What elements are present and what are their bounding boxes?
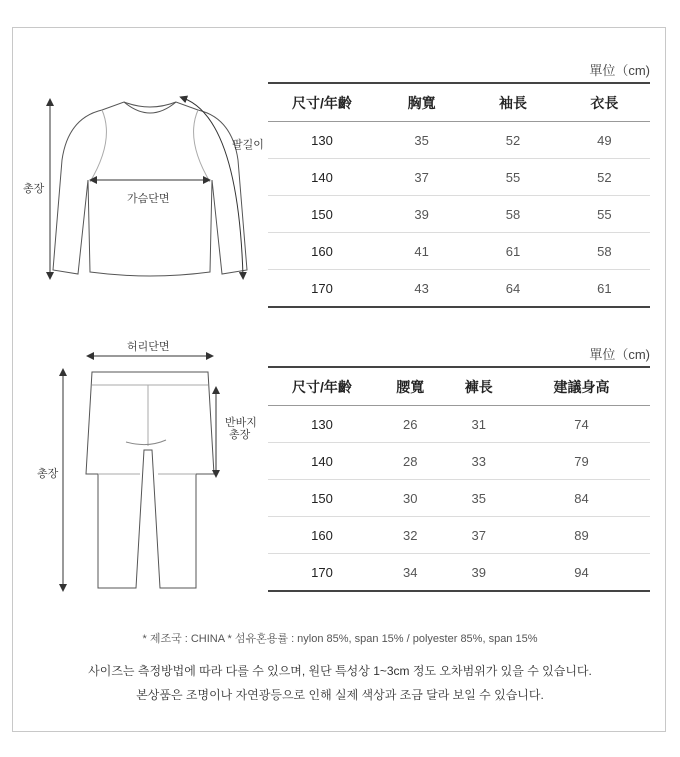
value-cell: 39	[471, 564, 486, 580]
value-cell: 28	[376, 443, 445, 480]
value-cell: 41	[376, 233, 467, 270]
value-cell: 37	[445, 517, 514, 554]
size-cell: 150	[268, 480, 376, 517]
header-length: 衣長	[559, 83, 650, 122]
value-cell: 30	[376, 480, 445, 517]
top-size-table	[268, 82, 650, 308]
table-row	[268, 122, 650, 159]
value-cell: 35	[445, 480, 514, 517]
table-row	[268, 443, 650, 480]
table-row	[268, 406, 650, 443]
size-cell: 140	[268, 159, 376, 196]
shirt-total-length-label: 총장	[23, 183, 45, 195]
value-cell: 33	[445, 443, 514, 480]
size-cell: 150	[268, 196, 376, 233]
value-cell: 26	[376, 406, 445, 443]
value-cell: 79	[513, 443, 650, 480]
header-recommended-height: 建議身高	[513, 367, 650, 406]
header-pants-length: 褲長	[445, 367, 514, 406]
value-cell: 34	[403, 564, 418, 580]
header-chest: 胸寬	[376, 83, 467, 122]
waist-width-label: 허리단면	[127, 341, 170, 353]
value-cell: 35	[376, 122, 467, 159]
table-row	[268, 517, 650, 554]
value-cell: 31	[445, 406, 514, 443]
top-table-unit: 單位（cm)	[589, 63, 650, 78]
value-cell: 89	[513, 517, 650, 554]
table-row	[268, 480, 650, 517]
value-cell: 61	[467, 233, 558, 270]
size-cell: 160	[268, 233, 376, 270]
value-cell: 52	[467, 122, 558, 159]
value-cell: 94	[574, 564, 589, 580]
shirt-drawing	[53, 102, 247, 276]
table-row	[268, 270, 650, 308]
shorts-length-label-line1: 반바지	[225, 417, 257, 429]
value-cell: 55	[467, 159, 558, 196]
value-cell: 32	[376, 517, 445, 554]
pants-drawing	[86, 372, 214, 588]
table-row	[268, 233, 650, 270]
value-cell: 37	[376, 159, 467, 196]
header-size-age: 尺寸/年齡	[268, 83, 376, 122]
value-cell: 55	[559, 196, 650, 233]
value-cell: 39	[376, 196, 467, 233]
bottom-size-table	[268, 366, 650, 592]
value-cell: 74	[513, 406, 650, 443]
table-header-row	[268, 367, 650, 406]
value-cell: 49	[559, 122, 650, 159]
color-disclaimer: 본상품은 조명이나 자연광등으로 인해 실제 색상과 조금 달라 보일 수 있습니다.	[136, 688, 544, 702]
chest-width-label: 가슴단면	[127, 193, 170, 205]
sleeve-length-label: 팔길이	[232, 139, 264, 151]
value-cell: 58	[559, 233, 650, 270]
value-cell: 61	[597, 280, 612, 296]
size-cell: 130	[268, 406, 376, 443]
pants-total-length-label: 총장	[37, 468, 59, 480]
bottom-table-unit: 單位（cm)	[589, 347, 650, 362]
material-note: * 제조국 : CHINA * 섬유혼용률 : nylon 85%, span 15% / polyester 85%, span 15%	[142, 633, 538, 645]
table-row	[268, 196, 650, 233]
value-cell: 84	[513, 480, 650, 517]
header-sleeve: 袖長	[467, 83, 558, 122]
shorts-length-label-line2: 총장	[229, 429, 251, 441]
size-cell: 160	[268, 517, 376, 554]
value-cell: 58	[467, 196, 558, 233]
header-size-age: 尺寸/年齡	[268, 367, 376, 406]
value-cell: 43	[414, 280, 429, 296]
size-cell: 170	[311, 564, 333, 580]
table-row	[268, 159, 650, 196]
table-row	[268, 554, 650, 592]
value-cell: 64	[505, 280, 521, 296]
size-cell: 170	[311, 280, 333, 296]
size-cell: 130	[268, 122, 376, 159]
size-cell: 140	[268, 443, 376, 480]
size-disclaimer: 사이즈는 측정방법에 따라 다를 수 있으며, 원단 특성상 1~3cm 정도 오차범위가 있을 수 있습니다.	[88, 664, 592, 678]
value-cell: 52	[559, 159, 650, 196]
table-header-row	[268, 83, 650, 122]
header-waist: 腰寬	[376, 367, 445, 406]
